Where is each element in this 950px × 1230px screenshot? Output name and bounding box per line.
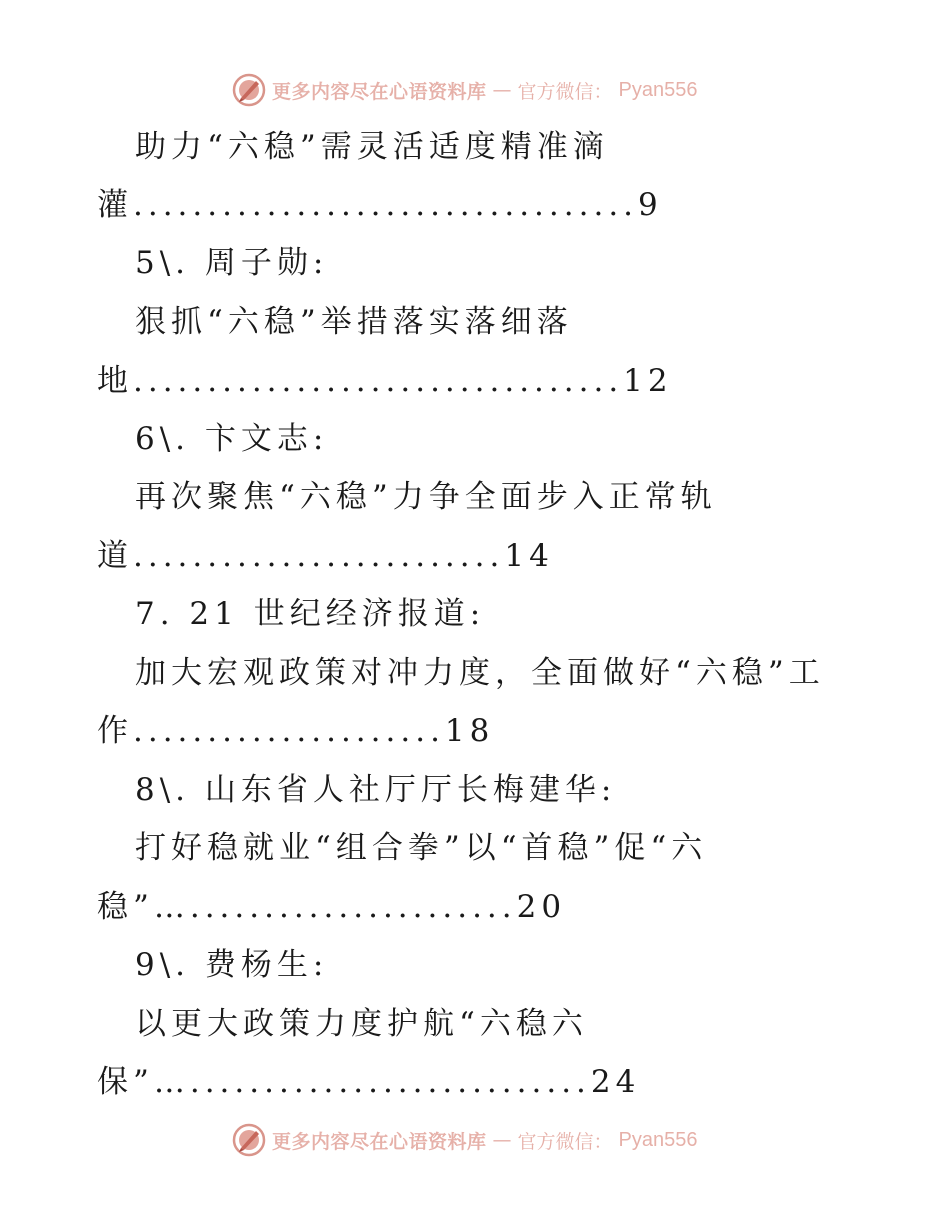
watermark-separator: — [492, 79, 512, 101]
toc-page-line: 稳”…......................20 [97, 889, 567, 925]
toc-title-line: 以更大政策力度护航“六稳六 [135, 1006, 588, 1042]
watermark-separator: — [492, 1129, 512, 1151]
watermark-brand: 更多内容尽在心语资料库 [272, 80, 487, 103]
toc-page-line: 道.........................14 [97, 538, 554, 574]
toc-title-line: 狠抓“六稳”举措落实落细落 [135, 304, 573, 340]
toc-page-line: 地.................................12 [97, 363, 673, 399]
toc-page-line: 灌..................................9 [97, 187, 663, 223]
toc-page-line: 保”…...........................24 [97, 1064, 641, 1100]
toc-page-line: 作.....................18 [97, 713, 495, 749]
footer-watermark [232, 1120, 698, 1160]
pen-seal-icon [232, 1123, 266, 1157]
toc-title-line: 再次聚焦“六稳”力争全面步入正常轨 [135, 479, 717, 515]
watermark-id: Pyan556 [618, 78, 698, 101]
watermark-brand: 更多内容尽在心语资料库 [272, 1130, 487, 1153]
toc-author-line: 5\. 周子勋: [135, 245, 329, 281]
toc-author-line: 8\. 山东省人社厅厅长梅建华: [135, 772, 617, 808]
watermark-id: Pyan556 [618, 1128, 698, 1151]
toc-title-line: 助力“六稳”需灵活适度精准滴 [135, 129, 609, 165]
toc-author-line: 6\. 卞文志: [135, 421, 329, 457]
toc-title-line: 加大宏观政策对冲力度，全面做好“六稳”工 [135, 655, 825, 691]
toc-author-line: 7. 21 世纪经济报道: [135, 596, 486, 632]
watermark-contact: 官方微信： [517, 80, 613, 103]
toc-author-line: 9\. 费杨生: [135, 947, 329, 983]
toc-title-line: 打好稳就业“组合拳”以“首稳”促“六 [135, 830, 708, 866]
watermark-contact: 官方微信： [517, 1130, 613, 1153]
